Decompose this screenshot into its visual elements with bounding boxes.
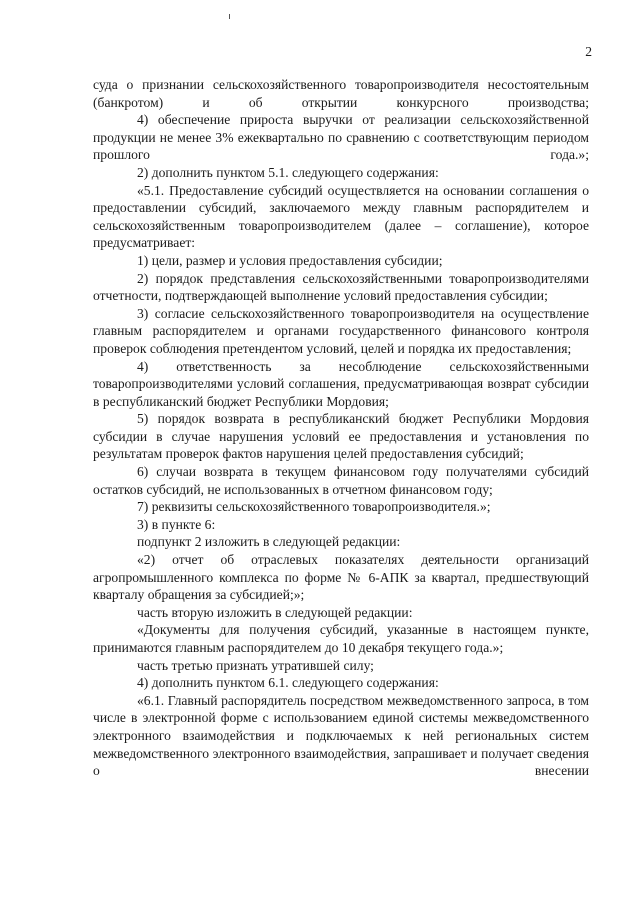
paragraph: 4) ответственность за несоблюдение сельскохозяйственными товаропроизводителями условий соглашения, предусматривающая возврат субсидии в республиканский бюджет Республики Мордовия; [93, 358, 589, 409]
paragraph: 5) порядок возврата в республиканский бюджет Республики Мордовия субсидии в случае нарушения условий ее предоставления и установления по результатам проверок фактов нарушения целей предоставления субсидий; [93, 411, 589, 462]
paragraph: 4) дополнить пунктом 6.1. следующего содержания: [137, 675, 439, 691]
paragraph: суда о признании сельскохозяйственного товаропроизводителя несостоятельным (банкротом) и об открытии конкурсного производства; [93, 77, 589, 110]
paragraph: «5.1. Предоставление субсидий осуществляется на основании соглашения о предоставлении субсидий, заключаемого между главным распорядителем и сельскохозяйственным товаропроизводителем (далее – соглашение), которое предусматривает: [93, 182, 589, 251]
paragraph: «6.1. Главный распорядитель посредством межведомственного запроса, в том числе в электронной форме с использованием единой системы межведомственного электронного взаимодействия и подключаемых к ней региональных систем межведомственного электронного взаимодействия, запрашивает и получает сведения о внесении [93, 692, 589, 779]
paragraph: 2) порядок представления сельскохозяйственными товаропроизводителями отчетности, подтверждающей выполнение условий предоставления субсидии; [93, 270, 589, 304]
page-number: 2 [585, 44, 592, 59]
document-body [93, 76, 589, 780]
paragraph: 1) цели, размер и условия предоставления субсидии; [137, 252, 443, 268]
paragraph: подпункт 2 изложить в следующей редакции: [137, 534, 401, 550]
paragraph: 4) обеспечение прироста выручки от реализации сельскохозяйственной продукции не менее 3% ежеквартально по сравнению с соответствующим периодом прошлого года.»; [93, 112, 589, 163]
paragraph: «Документы для получения субсидий, указанные в настоящем пункте, принимаются главным распорядителем до 10 декабря текущего года.»; [93, 622, 589, 655]
paragraph: часть третью признать утратившей силу; [137, 657, 374, 673]
paragraph: «2) отчет об отраслевых показателях деятельности организаций агропромышленного комплекса по форме № 6-АПК за квартал, предшествующий кварталу обращения за субсидией;»; [93, 552, 589, 603]
paragraph: часть вторую изложить в следующей редакции: [137, 604, 413, 620]
paragraph: 3) в пункте 6: [137, 516, 216, 532]
paragraph: 2) дополнить пунктом 5.1. следующего содержания: [137, 164, 439, 180]
paragraph: 6) случаи возврата в текущем финансовом году получателями субсидий остатков субсидий, не использованных в отчетном финансовом году; [93, 464, 589, 497]
paragraph: 7) реквизиты сельскохозяйственного товаропроизводителя.»; [137, 499, 491, 515]
paragraph: 3) согласие сельскохозяйственного товаропроизводителя на осуществление главным распорядителем и органами государственного финансового контроля проверок соблюдения претендентом условий, целей и порядка их предоставления; [93, 305, 589, 356]
scan-mark [229, 14, 230, 19]
